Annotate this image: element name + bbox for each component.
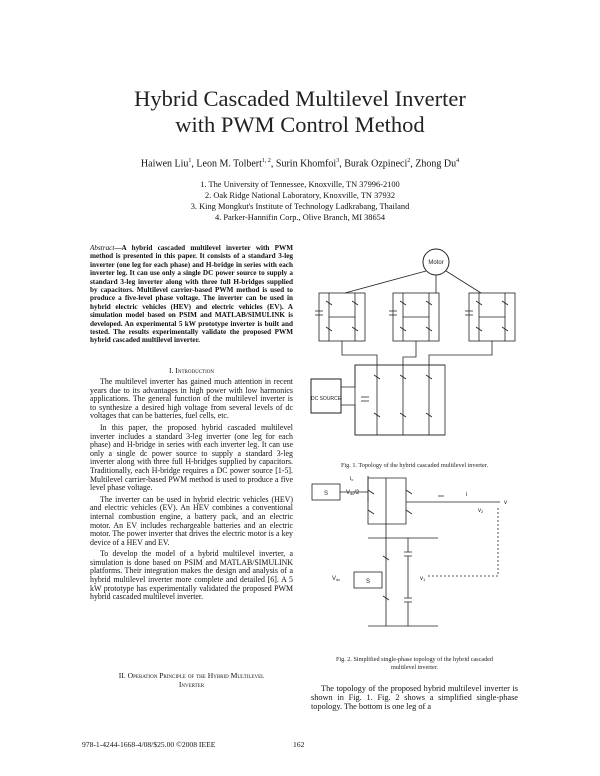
caption-line: Fig. 2. Simplified single-phase topology of the hybrid cascaded — [335, 656, 494, 663]
affiliation: 3. King Mongkut's Institute of Technology Ladkrabang, Thailand — [190, 202, 410, 211]
figure-1-caption: Fig. 1. Topology of the hybrid cascaded multilevel inverter. — [340, 462, 489, 469]
i-label: i — [466, 492, 468, 498]
section-heading-operation-principle — [90, 671, 293, 689]
affiliation: 2. Oak Ridge National Laboratory, Knoxville, TN 37932 — [204, 191, 396, 200]
section-heading-line: II. Operation Principle of the Hybrid Multilevel — [118, 671, 265, 680]
author-affil: 2 — [407, 158, 411, 164]
author-affil: 4 — [456, 158, 460, 164]
top-source-label: S — [323, 491, 329, 497]
figure-2-single-phase — [308, 476, 518, 636]
author-list: Haiwen Liu$^1$, Leon M. Tolbert$^{1, 2}$, Surin Khomfoi$^3$, Burak Ozpineci$^2$, Zhong Du$^4$ — [140, 158, 460, 170]
author-affil: 3 — [336, 158, 340, 164]
vdc-sub: dc — [336, 577, 341, 582]
figure-1-topology — [305, 245, 525, 445]
figure-2-caption — [311, 656, 518, 672]
v2-symbol: v — [478, 508, 481, 514]
section-heading-introduction: I. Introduction — [169, 366, 214, 375]
paper-title — [0, 86, 600, 138]
v2-sub: 2 — [481, 509, 484, 514]
right-column-text — [311, 684, 518, 711]
author-name: Haiwen Liu — [140, 158, 189, 170]
affiliation: 4. Parker-Hannifin Corp., Olive Branch, MI 38654 — [214, 213, 386, 222]
section-heading-line: Inverter — [178, 680, 205, 689]
dc-source — [311, 379, 342, 413]
caption-line: multilevel inverter. — [390, 664, 439, 671]
abstract-label: Abstract — [90, 244, 115, 252]
v1-label — [420, 576, 426, 582]
fig2-h-bridge — [368, 478, 412, 524]
ic-label — [350, 476, 353, 482]
h-bridge-3 — [465, 293, 515, 341]
affiliations — [0, 179, 600, 223]
paragraph: In this paper, the proposed hybrid cascaded multilevel inverter includes a standard 3-leg inverter (one leg for each phase) and H-bridge in series with each inverter leg. It can use only a single dc power source to supply a standard 3-leg inverter along with three full H-bridges supplied by capacitors. Traditionally, each H-bridge requires a DC power source [1-5]. Multilevel carrier-based PWM method is used to produce a five level phase voltage. — [90, 422, 293, 493]
abstract — [90, 244, 293, 345]
fig2-inverter-leg — [365, 538, 438, 626]
v1-sub: 1 — [423, 577, 426, 582]
introduction-body — [90, 378, 293, 602]
vdc2-sub: dc — [350, 491, 355, 496]
page-number: 162 — [293, 740, 305, 749]
author-name: Leon M. Tolbert — [196, 158, 262, 170]
footer-copyright: 978-1-4244-1668-4/08/$25.00 ©2008 IEEE — [82, 740, 216, 749]
title-line-2: with PWM Control Method — [175, 112, 425, 137]
paragraph: To develop the model of a hybrid multilevel inverter, a simulation is done based on PSIM and MATLAB/SIMULINK platforms. Their integration makes the design and analysis of a hybrid multilevel inverter more complete and detailed [6]. A 5 kW prototype has experimentally validated the proposed PWM hybrid cascaded multilevel inverter. — [90, 549, 293, 602]
paragraph: The multilevel inverter has gained much attention in recent years due to its advantages in high power with low harmonics applications. The general function of the multilevel inverter is to synthesize a desired high voltage from several levels of dc voltages that can be batteries, fuel cells, etc. — [90, 377, 293, 421]
vdc2-label — [346, 490, 360, 496]
affiliation: 1. The University of Tennessee, Knoxville, TN 37996-2100 — [200, 180, 400, 189]
paragraph: The inverter can be used in hybrid electric vehicles (HEV) and electric vehicles (EV). An HEV combines a conventional internal combustion engine, a battery pack, and an electric motor. An EV includes rechargeable batteries and an electric motor. The power inverter that drives the electric motor is a key device of a HEV and EV. — [90, 494, 293, 547]
v1-symbol: v — [420, 576, 423, 582]
author-name: Zhong Du — [415, 158, 457, 170]
vdc-label — [332, 576, 340, 582]
title-line-1: Hybrid Cascaded Multilevel Inverter — [134, 86, 466, 111]
v-label: v — [504, 500, 507, 506]
author-affil: 1 — [188, 158, 192, 164]
ic-sub: c — [351, 477, 354, 482]
author-name: Surin Khomfoi — [275, 158, 337, 170]
vdc2-suffix: /2 — [354, 490, 360, 496]
h-bridge-2 — [389, 293, 439, 341]
dc-source-label: DC SOURCE — [310, 396, 342, 402]
bottom-source-label: S — [365, 579, 371, 585]
abstract-text: —A hybrid cascaded multilevel inverter with PWM method is presented in this paper. It consists of a standard 3-leg inverter (one leg for each phase) and H-bridge in series with each inverter leg. It can use only a single DC power source to supply a standard 3-leg inverter along with three full H-bridges supplied by capacitors. Multilevel carrier-based PWM method is used to produce a five-level phase voltage. The inverter can be used in hybrid electric vehicles (HEV) and electric vehicles (EV). A simulation model based on PSIM and MATLAB/SIMULINK is developed. An experimental 5 kW prototype inverter is built and tested. The results experimentally validate the proposed PWM hybrid cascaded multilevel inverter. — [90, 244, 293, 345]
motor-label: Motor — [428, 260, 444, 266]
v2-label — [478, 508, 484, 514]
ic-symbol: i — [350, 476, 352, 482]
vdc-symbol: V — [332, 576, 337, 582]
author-name: Burak Ozpineci — [344, 158, 408, 170]
three-leg-inverter — [355, 365, 445, 435]
author-affil: 1, 2 — [261, 158, 271, 164]
h-bridge-1 — [315, 293, 365, 341]
paragraph: The topology of the proposed hybrid multilevel inverter is shown in Fig. 1. Fig. 2 shows a simplified single-phase topology. The bottom is one leg of a — [311, 684, 518, 711]
vdc2-symbol: V — [346, 490, 351, 496]
